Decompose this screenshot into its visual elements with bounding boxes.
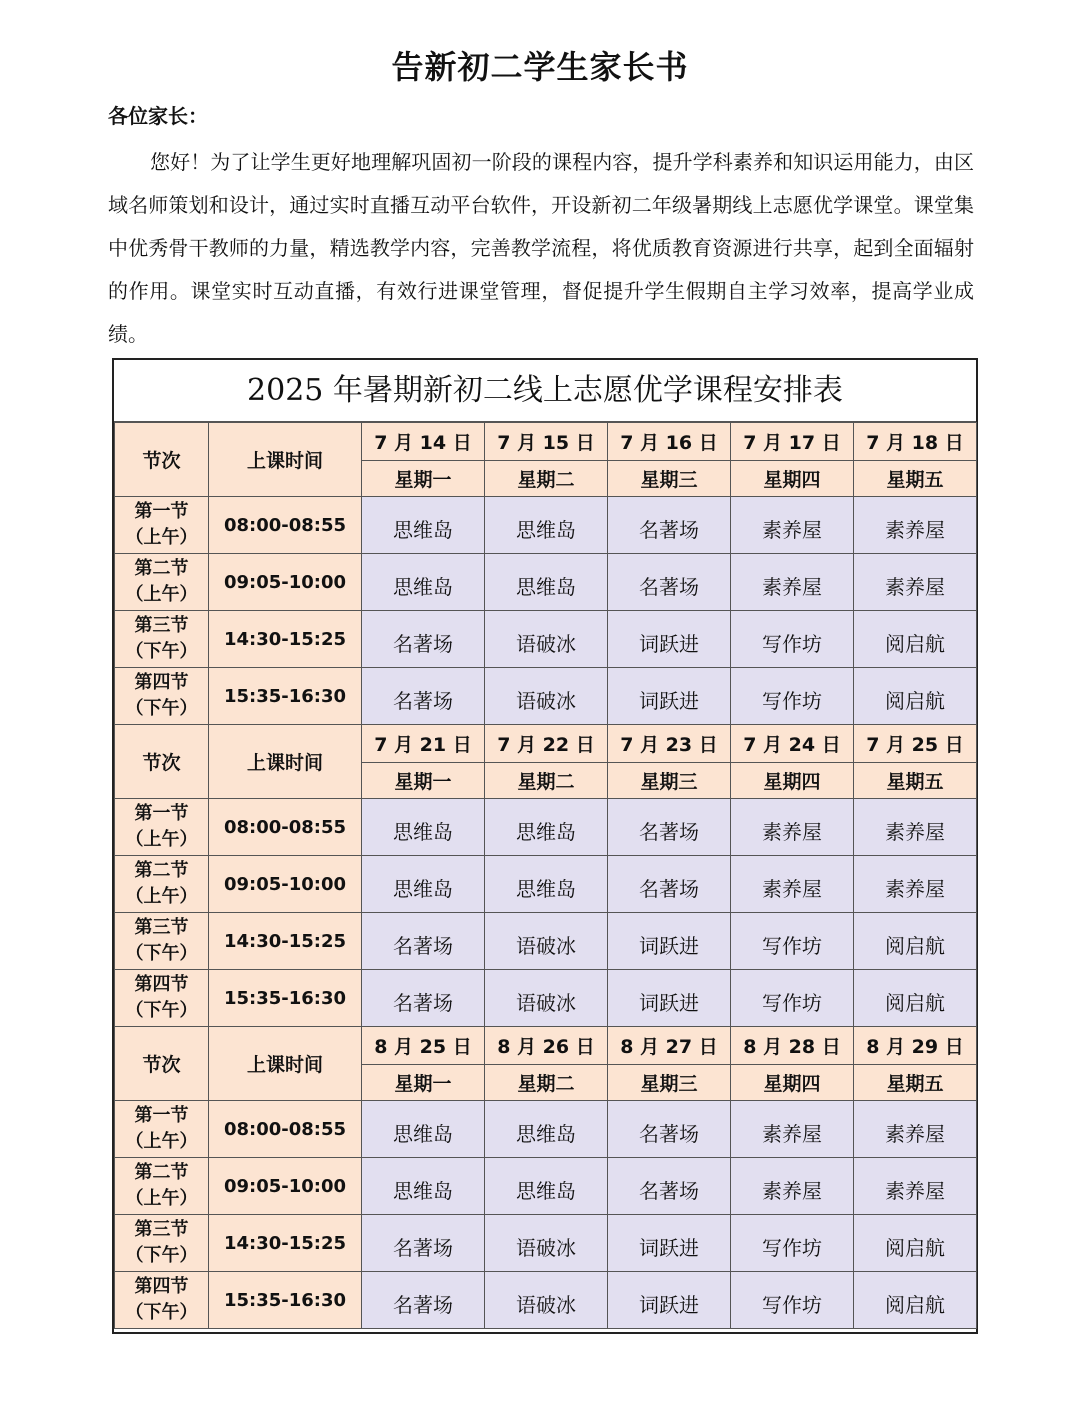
period-cell [115,554,209,611]
period-half: （下午） [125,1302,198,1323]
course-cell: 名著场 [608,1101,731,1158]
period-half: （下午） [125,641,198,662]
course-cell: 阅启航 [854,611,977,668]
period-row [115,1158,977,1215]
period-row [115,970,977,1027]
period-row [115,1272,977,1329]
weekday-cell: 星期四 [731,1065,854,1101]
course-cell: 思维岛 [485,856,608,913]
course-cell: 思维岛 [485,1101,608,1158]
course-cell: 词跃进 [608,611,731,668]
date-cell: 8 月 29 日 [854,1027,977,1065]
period-cell [115,970,209,1027]
course-cell: 名著场 [362,913,485,970]
period-half: （下午） [125,1245,198,1266]
period-header: 节次 [115,1027,209,1101]
course-cell: 素养屋 [731,1101,854,1158]
weekday-cell: 星期二 [485,763,608,799]
course-cell: 词跃进 [608,913,731,970]
course-cell: 思维岛 [485,554,608,611]
period-cell [115,497,209,554]
schedule-title: 2025 年暑期新初二线上志愿优学课程安排表 [114,360,976,422]
weekday-cell: 星期四 [731,763,854,799]
course-cell: 思维岛 [362,497,485,554]
period-cell [115,1215,209,1272]
period-half: （下午） [125,1000,198,1021]
course-cell: 素养屋 [731,1158,854,1215]
weekday-cell: 星期一 [362,1065,485,1101]
course-cell: 写作坊 [731,668,854,725]
course-cell: 思维岛 [362,554,485,611]
course-cell: 素养屋 [731,554,854,611]
weekday-cell: 星期三 [608,1065,731,1101]
weekday-cell: 星期一 [362,461,485,497]
period-name: 第四节 [134,672,189,693]
time-cell: 08:00-08:55 [209,1101,362,1158]
course-cell: 思维岛 [485,1158,608,1215]
date-cell: 7 月 16 日 [608,423,731,461]
weekday-cell: 星期二 [485,461,608,497]
course-cell: 素养屋 [854,554,977,611]
course-cell: 写作坊 [731,913,854,970]
date-cell: 7 月 23 日 [608,725,731,763]
course-cell: 素养屋 [854,856,977,913]
course-cell: 思维岛 [485,799,608,856]
date-cell: 8 月 26 日 [485,1027,608,1065]
course-cell: 思维岛 [362,1101,485,1158]
time-cell: 15:35-16:30 [209,1272,362,1329]
period-cell [115,611,209,668]
period-cell [115,799,209,856]
course-cell: 语破冰 [485,611,608,668]
course-cell: 素养屋 [731,856,854,913]
date-cell: 7 月 21 日 [362,725,485,763]
period-cell [115,856,209,913]
course-cell: 写作坊 [731,1272,854,1329]
period-header: 节次 [115,725,209,799]
period-half: （上午） [125,1188,198,1209]
weekday-cell: 星期五 [854,763,977,799]
period-name: 第一节 [134,1105,189,1126]
course-cell: 素养屋 [854,497,977,554]
course-cell: 词跃进 [608,1215,731,1272]
course-cell: 名著场 [362,1272,485,1329]
date-cell: 7 月 15 日 [485,423,608,461]
period-row [115,856,977,913]
date-cell: 7 月 25 日 [854,725,977,763]
course-cell: 素养屋 [854,1101,977,1158]
period-cell [115,913,209,970]
period-name: 第一节 [134,501,189,522]
weekday-cell: 星期五 [854,461,977,497]
schedule-grid [114,422,977,1329]
course-cell: 素养屋 [731,497,854,554]
period-header: 节次 [115,423,209,497]
period-half: （下午） [125,698,198,719]
period-half: （上午） [125,527,198,548]
page-title: 告新初二学生家长书 [391,48,689,86]
weekday-cell: 星期五 [854,1065,977,1101]
date-cell: 7 月 18 日 [854,423,977,461]
period-half: （下午） [125,943,198,964]
weekday-cell: 星期一 [362,763,485,799]
course-cell: 素养屋 [854,1158,977,1215]
course-cell: 语破冰 [485,970,608,1027]
time-cell: 14:30-15:25 [209,913,362,970]
date-cell: 8 月 27 日 [608,1027,731,1065]
period-half: （上午） [125,829,198,850]
period-row [115,1101,977,1158]
period-half: （上午） [125,584,198,605]
course-cell: 名著场 [362,970,485,1027]
weekday-cell: 星期二 [485,1065,608,1101]
course-cell: 阅启航 [854,913,977,970]
course-cell: 思维岛 [362,799,485,856]
time-cell: 14:30-15:25 [209,611,362,668]
time-cell: 15:35-16:30 [209,970,362,1027]
week-header-row [115,423,977,461]
course-cell: 名著场 [608,799,731,856]
course-cell: 语破冰 [485,1272,608,1329]
week-header-row [115,1027,977,1065]
weekday-cell: 星期三 [608,763,731,799]
time-header: 上课时间 [209,423,362,497]
course-cell: 素养屋 [854,799,977,856]
date-cell: 8 月 25 日 [362,1027,485,1065]
course-cell: 名著场 [362,1215,485,1272]
time-cell: 15:35-16:30 [209,668,362,725]
salutation: 各位家长： [108,104,208,128]
course-cell: 语破冰 [485,1215,608,1272]
time-cell: 14:30-15:25 [209,1215,362,1272]
date-cell: 7 月 22 日 [485,725,608,763]
period-row [115,668,977,725]
schedule-table [112,358,978,1334]
time-cell: 08:00-08:55 [209,799,362,856]
week-header-row [115,725,977,763]
period-name: 第三节 [134,1219,189,1240]
period-name: 第三节 [134,615,189,636]
period-name: 第二节 [134,1162,189,1183]
weekday-cell: 星期三 [608,461,731,497]
course-cell: 词跃进 [608,970,731,1027]
course-cell: 名著场 [608,856,731,913]
period-name: 第三节 [134,917,189,938]
course-cell: 名著场 [362,611,485,668]
date-cell: 8 月 28 日 [731,1027,854,1065]
course-cell: 词跃进 [608,668,731,725]
time-cell: 08:00-08:55 [209,497,362,554]
course-cell: 名著场 [608,554,731,611]
course-cell: 素养屋 [731,799,854,856]
course-cell: 阅启航 [854,1272,977,1329]
period-row [115,497,977,554]
course-cell: 语破冰 [485,913,608,970]
course-cell: 写作坊 [731,611,854,668]
course-cell: 名著场 [608,1158,731,1215]
period-row [115,913,977,970]
period-half: （上午） [125,886,198,907]
period-name: 第一节 [134,803,189,824]
course-cell: 思维岛 [362,856,485,913]
period-cell [115,1101,209,1158]
date-cell: 7 月 24 日 [731,725,854,763]
course-cell: 词跃进 [608,1272,731,1329]
period-row [115,554,977,611]
period-row [115,611,977,668]
course-cell: 语破冰 [485,668,608,725]
period-row [115,1215,977,1272]
date-cell: 7 月 17 日 [731,423,854,461]
period-row [115,799,977,856]
time-cell: 09:05-10:00 [209,554,362,611]
time-header: 上课时间 [209,725,362,799]
course-cell: 阅启航 [854,970,977,1027]
intro-paragraph: 您好！为了让学生更好地理解巩固初一阶段的课程内容，提升学科素养和知识运用能力，由区域名师策划和设计，通过实时直播互动平台软件，开设新初二年级暑期线上志愿优学课堂。课堂集中优秀骨干教师的力量，精选教学内容，完善教学流程，将优质教育资源进行共享，起到全面辐射的作用。课堂实时互动直播，有效行进课堂管理，督促提升学生假期自主学习效率，提高学业成绩。 [108,150,974,346]
period-cell [115,668,209,725]
time-cell: 09:05-10:00 [209,856,362,913]
course-cell: 思维岛 [485,497,608,554]
period-cell [115,1272,209,1329]
weekday-cell: 星期四 [731,461,854,497]
period-name: 第二节 [134,860,189,881]
period-name: 第四节 [134,1276,189,1297]
date-cell: 7 月 14 日 [362,423,485,461]
period-cell [115,1158,209,1215]
period-name: 第二节 [134,558,189,579]
period-half: （上午） [125,1131,198,1152]
course-cell: 阅启航 [854,1215,977,1272]
time-header: 上课时间 [209,1027,362,1101]
course-cell: 思维岛 [362,1158,485,1215]
course-cell: 写作坊 [731,970,854,1027]
course-cell: 阅启航 [854,668,977,725]
course-cell: 名著场 [362,668,485,725]
time-cell: 09:05-10:00 [209,1158,362,1215]
course-cell: 写作坊 [731,1215,854,1272]
period-name: 第四节 [134,974,189,995]
course-cell: 名著场 [608,497,731,554]
